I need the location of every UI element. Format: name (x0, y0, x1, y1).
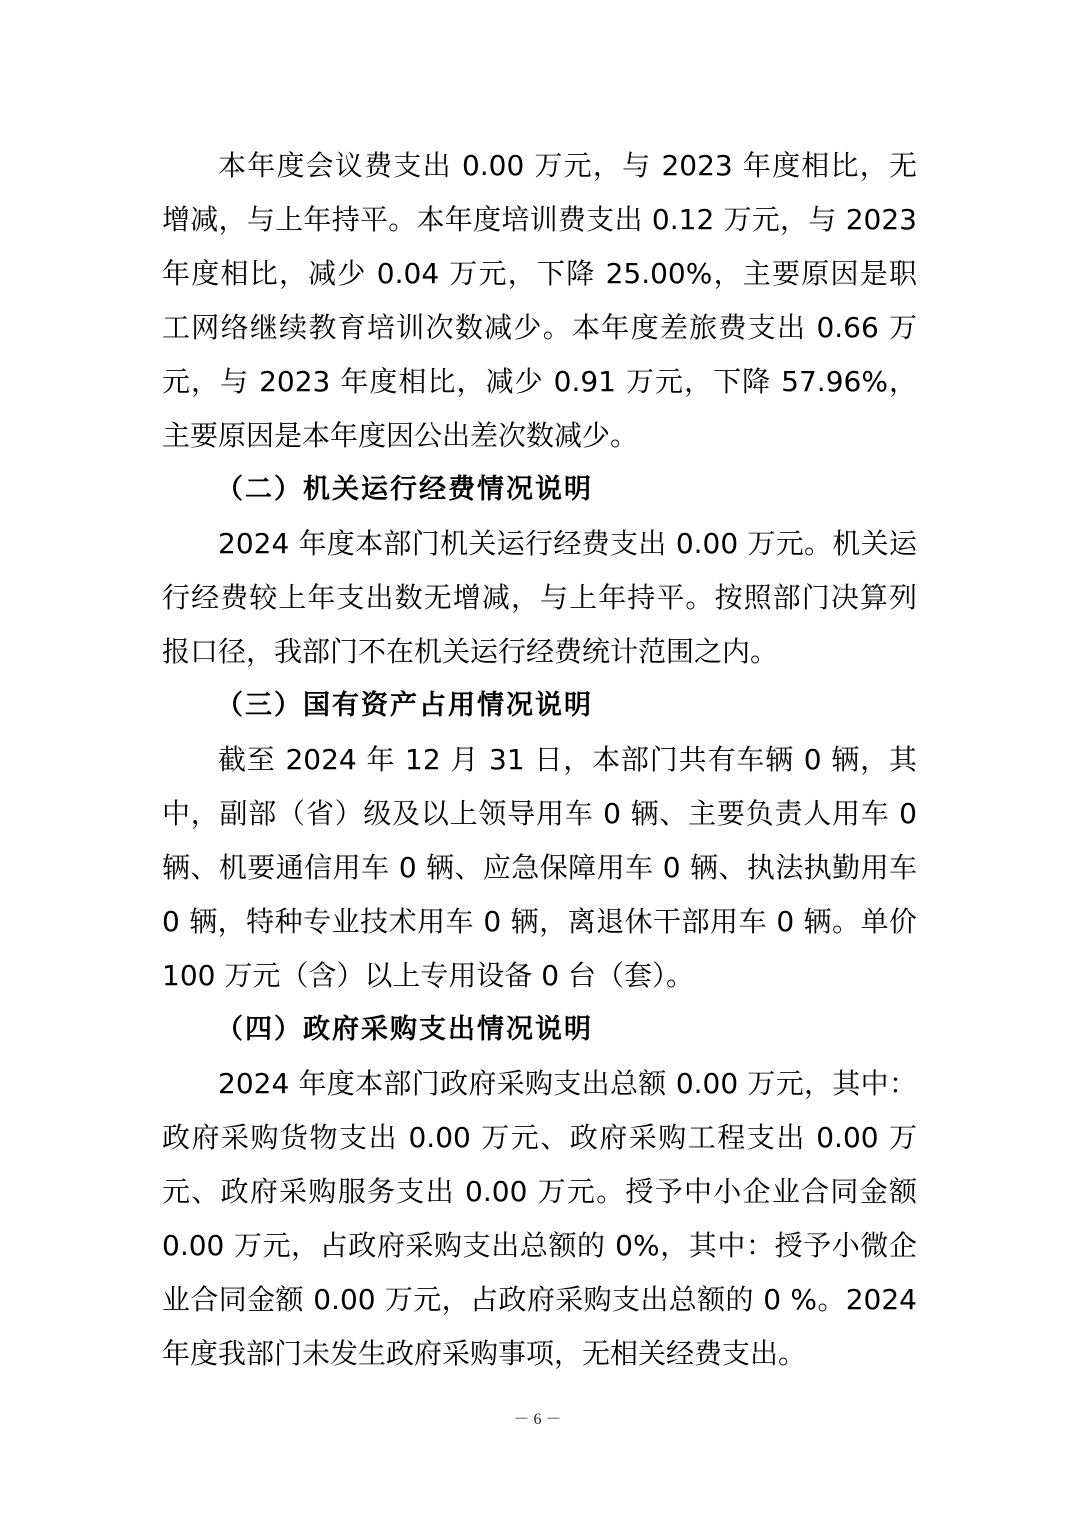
page-number: － 6 － (513, 1411, 562, 1428)
section-heading-state-assets: （三）国有资产占用情况说明 (216, 690, 593, 721)
paragraph-state-assets: 截至 2024 年 12 月 31 日，本部门共有车辆 0 辆，其中，副部（省）级及以上领导用车 0 辆、主要负责人用车 0 辆、机要通信用车 0 辆、应急保障用车 0 辆、执法执勤用车 0 辆，特种专业技术用车 0 辆，离退休干部用车 0 辆。单价 100 万元（含）以上专用设备 0 台（套）。 (162, 743, 917, 992)
paragraph-operating-expenses: 2024 年度本部门机关运行经费支出 0.00 万元。机关运行经费较上年支出数无增减，与上年持平。按照部门决算列报口径，我部门不在机关运行经费统计范围之内。 (162, 527, 917, 668)
section-heading-procurement: （四）政府采购支出情况说明 (216, 1014, 593, 1045)
document-body (162, 139, 917, 1381)
paragraph-expenses: 本年度会议费支出 0.00 万元，与 2023 年度相比，无增减，与上年持平。本年度培训费支出 0.12 万元，与 2023 年度相比，减少 0.04 万元，下降 25.00%，主要原因是职工网络继续教育培训次数减少。本年度差旅费支出 0.66 万元，与 2023 年度相比，减少 0.91 万元，下降 57.96%，主要原因是本年度因公出差次数减少。 (162, 149, 917, 452)
paragraph-procurement: 2024 年度本部门政府采购支出总额 0.00 万元，其中：政府采购货物支出 0.00 万元、政府采购工程支出 0.00 万元、政府采购服务支出 0.00 万元。授予中小企业合同金额 0.00 万元，占政府采购支出总额的 0%，其中：授予小微企业合同金额 0.00 万元，占政府采购支出总额的 0 %。2024 年度我部门未发生政府采购事项，无相关经费支出。 (162, 1067, 917, 1370)
section-heading-operating-expenses: （二）机关运行经费情况说明 (216, 474, 593, 505)
